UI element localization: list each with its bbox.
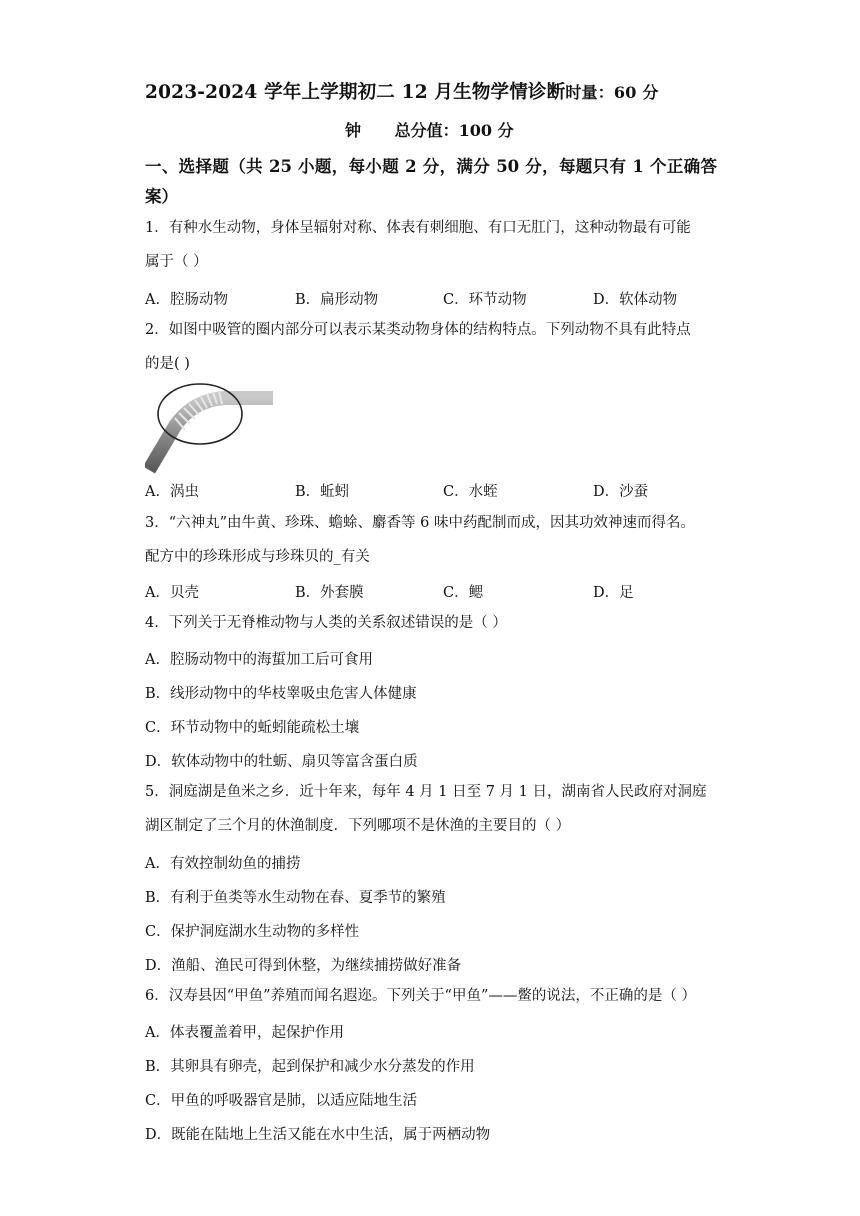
question-stem: 3．“六神丸”由牛黄、珍珠、蟾蜍、麝香等 6 味中药配制而成，因其功效神速而得名。	[145, 515, 695, 531]
question-1-options	[145, 288, 725, 308]
question-4	[145, 606, 717, 640]
option-b[interactable]: B．其卵具有卵壳，起到保护和减少水分蒸发的作用	[145, 1059, 475, 1075]
question-stem: 的是( )	[145, 356, 190, 372]
option-c[interactable]: C．鳃	[443, 585, 484, 601]
option-a[interactable]: A．涡虫	[145, 484, 199, 500]
total-score: 总分值：100 分	[394, 121, 514, 140]
option-d[interactable]: D．软体动物	[593, 292, 678, 308]
option-d[interactable]: D．软体动物中的牡蛎、扇贝等富含蛋白质	[145, 754, 418, 770]
exam-title: 2023-2024 学年上学期初二 12 月生物学情诊断	[145, 82, 566, 103]
option-d[interactable]: D．既能在陆地上生活又能在水中生活，属于两栖动物	[145, 1127, 491, 1143]
option-b[interactable]: B．扁形动物	[295, 292, 379, 308]
option-a[interactable]: A．有效控制幼鱼的捕捞	[145, 856, 301, 872]
option-a[interactable]: A．体表覆盖着甲，起保护作用	[145, 1025, 344, 1041]
option-d[interactable]: D．沙蚕	[593, 484, 649, 500]
question-stem: 2．如图中吸管的圈内部分可以表示某类动物身体的结构特点。下列动物不具有此特点	[145, 322, 691, 338]
straw-illustration	[145, 378, 275, 474]
question-3	[145, 506, 717, 574]
option-c[interactable]: C．保护洞庭湖水生动物的多样性	[145, 924, 360, 940]
option-b[interactable]: B．有利于鱼类等水生动物在春、夏季节的繁殖	[145, 890, 446, 906]
question-stem: 4．下列关于无脊椎动物与人类的关系叙述错误的是（ ）	[145, 615, 507, 631]
question-1	[145, 211, 717, 279]
option-d[interactable]: D．渔船、渔民可得到休整，为继续捕捞做好准备	[145, 958, 462, 974]
option-c[interactable]: C．甲鱼的呼吸器官是肺，以适应陆地生活	[145, 1093, 418, 1109]
time-unit: 钟	[345, 121, 362, 140]
option-a[interactable]: A．贝壳	[145, 585, 199, 601]
exam-meta	[345, 118, 542, 141]
question-stem: 属于（ ）	[145, 254, 208, 270]
question-stem: 5．洞庭湖是鱼米之乡．近十年来，每年 4 月 1 日至 7 月 1 日，湖南省人民政府对洞庭	[145, 784, 707, 800]
question-stem: 湖区制定了三个月的休渔制度．下列哪项不是休渔的主要目的（ ）	[145, 818, 571, 834]
page-title	[145, 78, 725, 104]
option-c[interactable]: C．环节动物	[443, 292, 527, 308]
question-3-options	[145, 581, 725, 601]
section-heading: 一、选择题（共 25 小题，每小题 2 分，满分 50 分，每题只有 1 个正确答案）	[145, 157, 717, 206]
time-limit: 时量：60 分	[565, 83, 659, 102]
question-stem: 1．有种水生动物，身体呈辐射对称、体表有刺细胞、有口无肛门，这种动物最有可能	[145, 220, 691, 236]
bent-straw-figure	[145, 378, 275, 474]
option-a[interactable]: A．腔肠动物	[145, 292, 228, 308]
question-stem: 6．汉寿县因“甲鱼”养殖而闻名遐迩。下列关于“甲鱼”——鳖的说法，不正确的是（ ）	[145, 988, 696, 1004]
question-5	[145, 775, 717, 843]
question-stem: 配方中的珍珠形成与珍珠贝的_有关	[145, 549, 370, 565]
option-a[interactable]: A．腔肠动物中的海蜇加工后可食用	[145, 652, 373, 668]
option-b[interactable]: B．外套膜	[295, 585, 364, 601]
option-d[interactable]: D．足	[593, 585, 634, 601]
option-c[interactable]: C．环节动物中的蚯蚓能疏松土壤	[145, 720, 360, 736]
question-2	[145, 313, 717, 381]
option-b[interactable]: B．线形动物中的华枝睾吸虫危害人体健康	[145, 686, 417, 702]
question-6	[145, 979, 717, 1013]
option-c[interactable]: C．水蛭	[443, 484, 498, 500]
option-b[interactable]: B．蚯蚓	[295, 484, 350, 500]
question-2-options	[145, 480, 725, 500]
